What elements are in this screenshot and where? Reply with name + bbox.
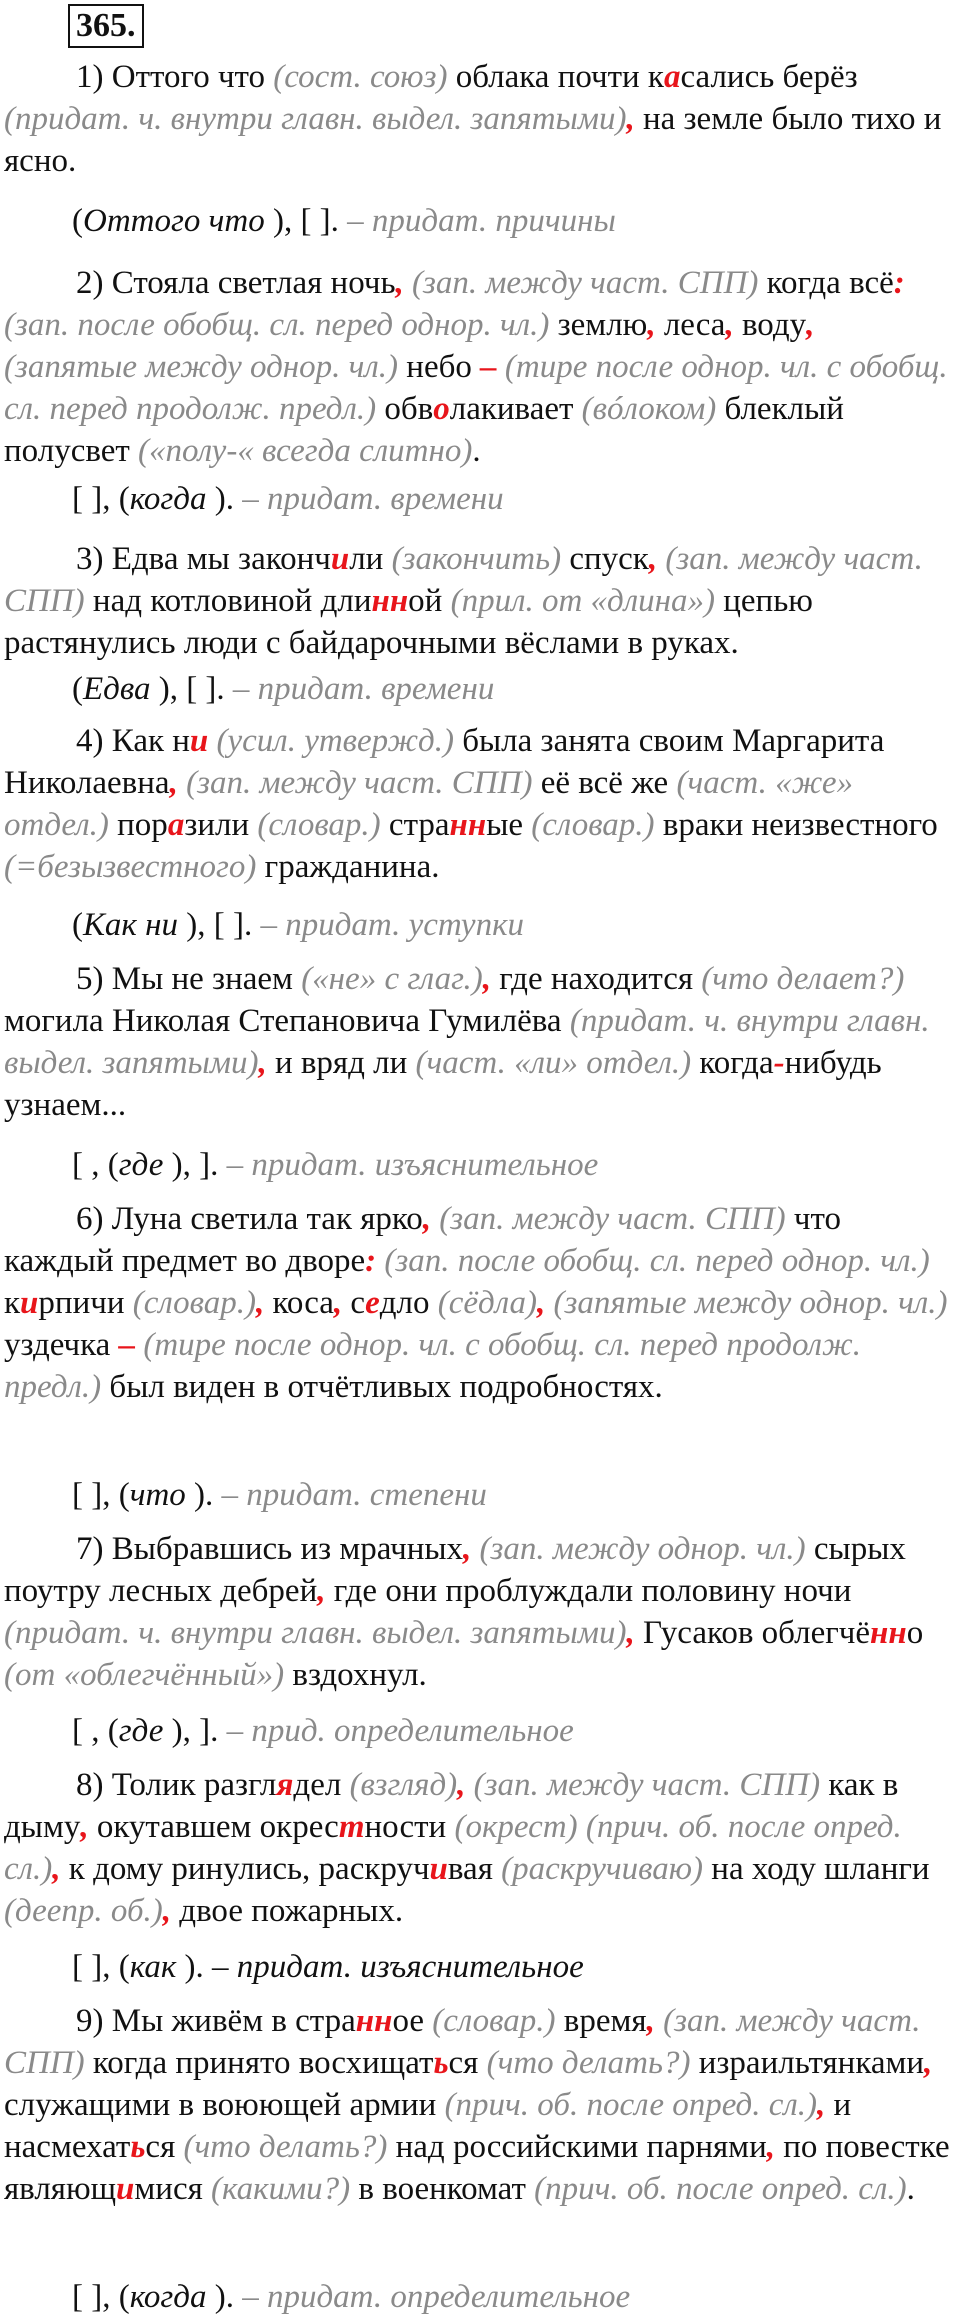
sentence-text: 1) Оттого что (76, 59, 274, 95)
sentence-text (497, 349, 505, 385)
sentence-text: как в дыму (4, 1767, 899, 1845)
highlight-mark: , (258, 1045, 267, 1081)
highlight-mark: , (647, 307, 656, 343)
comment-text: (деепр. об.) (4, 1893, 163, 1929)
task-number: 365. (68, 4, 144, 48)
highlight-mark: нн (449, 807, 487, 843)
comment-text: (взгляд) (349, 1767, 458, 1803)
sentence-schema (72, 1710, 574, 1752)
sentence-text (208, 723, 216, 759)
comment-text: (сост. союз) (273, 59, 448, 95)
sentence-text: ), [ ]. (177, 907, 261, 943)
comment-text: (что делает?) (701, 961, 905, 997)
sentence-text: нибудь узнаем... (4, 1045, 882, 1123)
sentence-text: сались берёз (680, 59, 858, 95)
sentence-text: когда всё (758, 265, 894, 301)
sentence-text: ), [ ]. (264, 203, 348, 239)
sentence-text: [ ], ( (72, 1477, 130, 1513)
comment-text: (словар.) (432, 2003, 556, 2039)
highlight-mark: , (806, 307, 815, 343)
sentence-text: дел (293, 1767, 350, 1803)
italic-text: Едва (83, 671, 151, 707)
italic-text: где (118, 1713, 164, 1749)
highlight-mark: и (330, 541, 350, 577)
sentence-text: воду (733, 307, 807, 343)
sentence-text: обв (376, 391, 434, 427)
italic-text: – придат. изъяснительное (212, 1949, 584, 1985)
sentence-text: к дому ринулись, раскруч (60, 1851, 430, 1887)
sentence-text: стра (380, 807, 450, 843)
sentence-text: ). (176, 1949, 213, 1985)
italic-text: когда (129, 481, 207, 517)
sentence-text: на земле было тихо и ясно. (4, 101, 942, 179)
sentence-text: ( (72, 907, 83, 943)
sentence-text: дло (379, 1285, 438, 1321)
comment-text: (зап. между част. СПП) (439, 1201, 786, 1237)
sentence-text: и насмехат (4, 2087, 852, 2165)
highlight-mark: : (365, 1243, 377, 1279)
highlight-mark: , (725, 307, 734, 343)
comment-text: – придат. причины (347, 203, 616, 239)
sentence-text: ся (145, 2129, 184, 2165)
sentence-text: [ , ( (72, 1713, 119, 1749)
highlight-mark: т (338, 1809, 365, 1845)
sentence-text (578, 1809, 586, 1845)
sentence-text: пор (108, 807, 168, 843)
sentence-text: над котловиной дли (84, 583, 372, 619)
italic-text: Оттого что (83, 203, 265, 239)
highlight-mark: нн (870, 1615, 907, 1651)
highlight-mark: , (333, 1285, 343, 1321)
sentence-text (471, 1531, 479, 1567)
highlight-mark: , (422, 1201, 432, 1237)
sentence-text: [ ], ( (72, 481, 130, 517)
comment-text: (запятые между однор. чл.) (4, 349, 399, 385)
highlight-mark: , (80, 1809, 89, 1845)
sentence-text: мися (134, 2171, 212, 2207)
sentence-paragraph (4, 1528, 954, 1696)
sentence-text: с (342, 1285, 366, 1321)
sentence-text: ности (364, 1809, 455, 1845)
sentence-text: 7) Выбравшись из мрачных (76, 1531, 464, 1567)
sentence-text: по повестке являющ (4, 2129, 950, 2207)
comment-text: – придат. степени (221, 1477, 487, 1513)
highlight-mark: я (276, 1767, 294, 1803)
sentence-schema (72, 1474, 487, 1516)
sentence-text: ). (206, 481, 243, 517)
sentence-text: израильтянками (690, 2045, 925, 2081)
sentence-text: служащими в воюющей армии (4, 2087, 445, 2123)
highlight-mark: , (648, 541, 658, 577)
highlight-mark: – (480, 349, 497, 385)
sentence-text: ой (408, 583, 451, 619)
comment-text: (что делать?) (486, 2045, 691, 2081)
sentence-text: [ , ( (72, 1147, 119, 1183)
sentence-text: ), [ ]. (150, 671, 233, 707)
highlight-mark: , (457, 1767, 466, 1803)
sentence-text: 9) Мы живём в стра (76, 2003, 356, 2039)
sentence-text: [ ], ( (72, 2279, 130, 2315)
sentence-paragraph (4, 2000, 954, 2210)
sentence-text: над российскими парнями (387, 2129, 767, 2165)
highlight-mark: ь (130, 2129, 146, 2165)
sentence-text: облака почти к (447, 59, 664, 95)
comment-text: – прид. определительное (226, 1713, 574, 1749)
comment-text: (вóлоком) (581, 391, 717, 427)
sentence-text (545, 1285, 553, 1321)
sentence-text: блеклый полусвет (4, 391, 844, 469)
sentence-text: вздохнул. (284, 1657, 427, 1693)
sentence-text: лакивает (449, 391, 582, 427)
comment-text: («не» с глаг.) (301, 961, 483, 997)
sentence-text: спуск (561, 541, 649, 577)
highlight-mark: а (663, 59, 681, 95)
sentence-text: ). (206, 2279, 243, 2315)
highlight-mark: - (773, 1045, 785, 1081)
sentence-text: ( (72, 671, 83, 707)
highlight-mark: , (395, 265, 404, 301)
comment-text: (зап. между част. СПП) (186, 765, 533, 801)
sentence-text: когда (691, 1045, 774, 1081)
sentence-text: был виден в отчётливых подробностях. (101, 1369, 663, 1405)
comment-text: (=безызвестного) (4, 849, 257, 885)
highlight-mark: и (189, 723, 209, 759)
sentence-paragraph (4, 958, 954, 1126)
sentence-text: где они проблуждали половину ночи (325, 1573, 852, 1609)
sentence-paragraph (4, 538, 954, 664)
sentence-text (404, 265, 412, 301)
highlight-mark: : (893, 265, 905, 301)
sentence-text: . (906, 2171, 915, 2207)
sentence-text: окутавшем окрес (88, 1809, 339, 1845)
italic-text: Как ни (83, 907, 178, 943)
sentence-paragraph (4, 1764, 954, 1932)
comment-text: – придат. времени (242, 481, 504, 517)
comment-text: (прич. об. после опред. сл.) (4, 1809, 902, 1887)
highlight-mark: , (766, 2129, 775, 2165)
comment-text: (зап. между част. СПП) (4, 541, 923, 619)
sentence-text: землю (549, 307, 648, 343)
sentence-text: ые (486, 807, 532, 843)
sentence-text: двое пожарных. (171, 1893, 404, 1929)
sentence-paragraph (4, 720, 954, 888)
sentence-text: ся (448, 2045, 487, 2081)
sentence-schema (72, 668, 494, 710)
highlight-mark: е (365, 1285, 380, 1321)
sentence-text: рпичи (38, 1285, 133, 1321)
sentence-text: о (906, 1615, 924, 1651)
sentence-text: небо (398, 349, 481, 385)
highlight-mark: нн (371, 583, 409, 619)
comment-text: – придат. определительное (242, 2279, 631, 2315)
highlight-mark: , (924, 2045, 933, 2081)
highlight-mark: и (116, 2171, 135, 2207)
comment-text: (зап. между однор. чл.) (479, 1531, 806, 1567)
comment-text: – придат. времени (232, 671, 495, 707)
comment-text: (словар.) (257, 807, 381, 843)
highlight-mark: , (482, 961, 492, 997)
sentence-text: и вряд ли (266, 1045, 416, 1081)
sentence-text: когда принято восхищат (84, 2045, 434, 2081)
sentence-text: её всё же (532, 765, 677, 801)
comment-text: (тире после однор. чл. с обобщ. сл. перед продолж. предл.) (4, 1327, 861, 1405)
comment-text: (зап. между част. СПП) (473, 1767, 821, 1803)
sentence-schema (72, 1144, 598, 1186)
comment-text: – придат. уступки (260, 907, 525, 943)
highlight-mark: – (118, 1327, 136, 1363)
highlight-mark: , (162, 1893, 172, 1929)
highlight-mark: , (317, 1573, 326, 1609)
sentence-text: сырых поутру лесных дебрей (4, 1531, 906, 1609)
highlight-mark: и (429, 1851, 448, 1887)
sentence-text: ое (392, 2003, 433, 2039)
comment-text: (что делать?) (183, 2129, 388, 2165)
sentence-text: могила Николая Степановича Гумилёва (4, 1003, 570, 1039)
highlight-mark: а (167, 807, 185, 843)
comment-text: (окрест) (454, 1809, 578, 1845)
highlight-mark: о (433, 391, 450, 427)
highlight-mark: нн (355, 2003, 393, 2039)
comment-text: (прич. об. после опред. сл.) (444, 2087, 818, 2123)
italic-text: как (129, 1949, 177, 1985)
sentence-text: . (472, 433, 481, 469)
sentence-text: зили (184, 807, 258, 843)
highlight-mark: , (52, 1851, 61, 1887)
sentence-schema (72, 200, 616, 242)
highlight-mark: , (256, 1285, 265, 1321)
comment-text: (от «облегчённый») (4, 1657, 285, 1693)
italic-text: что (129, 1477, 186, 1513)
sentence-text: ), ]. (163, 1713, 227, 1749)
sentence-text: вая (447, 1851, 502, 1887)
comment-text: (зап. после обобщ. сл. перед однор. чл.) (384, 1243, 930, 1279)
italic-text: где (118, 1147, 164, 1183)
sentence-schema (72, 904, 524, 946)
sentence-paragraph (4, 1198, 954, 1408)
sentence-text: 2) Стояла светлая ночь (76, 265, 396, 301)
sentence-text: к (4, 1285, 21, 1321)
comment-text: (закончить) (391, 541, 562, 577)
highlight-mark: , (817, 2087, 826, 2123)
comment-text: (придат. ч. внутри главн. выдел. запятыми) (4, 1615, 627, 1651)
sentence-schema (72, 2276, 630, 2318)
sentence-schema (72, 478, 504, 520)
highlight-mark: , (463, 1531, 472, 1567)
comment-text: (усил. утвержд.) (216, 723, 454, 759)
sentence-text: 8) Толик разгл (76, 1767, 277, 1803)
highlight-mark: , (169, 765, 178, 801)
highlight-mark: , (626, 1615, 635, 1651)
sentence-text: ). (185, 1477, 222, 1513)
comment-text: (част. «же» отдел.) (4, 765, 853, 843)
sentence-text: враки неизвестного (654, 807, 938, 843)
highlight-mark: , (646, 2003, 655, 2039)
sentence-text: в военкомат (350, 2171, 535, 2207)
sentence-text (178, 765, 186, 801)
sentence-text: на ходу шланги (703, 1851, 930, 1887)
sentence-text: время (555, 2003, 647, 2039)
sentence-text: цепью растянулись люди с байдарочными вёслами в руках. (4, 583, 813, 661)
comment-text: (запятые между однор. чл.) (553, 1285, 948, 1321)
sentence-text: 6) Луна светила так ярко (76, 1201, 423, 1237)
sentence-paragraph (4, 56, 954, 182)
sentence-schema (72, 1946, 584, 1988)
comment-text: (тире после однор. чл. с обобщ. сл. перед продолж. предл.) (4, 349, 948, 427)
sentence-text: ), ]. (163, 1147, 227, 1183)
comment-text: (словар.) (132, 1285, 257, 1321)
sentence-text: [ ], ( (72, 1949, 130, 1985)
sentence-text: коса (264, 1285, 334, 1321)
sentence-text (655, 2003, 663, 2039)
comment-text: (словар.) (531, 807, 655, 843)
sentence-text: где находится (491, 961, 702, 997)
highlight-mark: и (20, 1285, 39, 1321)
sentence-text: леса (655, 307, 726, 343)
comment-text: (придат. ч. внутри главн. выдел. запятыми) (4, 1003, 930, 1081)
comment-text: (част. «ли» отдел.) (415, 1045, 692, 1081)
sentence-text: гражданина. (256, 849, 440, 885)
comment-text: (прил. от «длина») (450, 583, 715, 619)
sentence-paragraph (4, 262, 954, 472)
comment-text: – придат. изъяснительное (226, 1147, 599, 1183)
sentence-text: 3) Едва мы законч (76, 541, 331, 577)
comment-text: (какими?) (211, 2171, 351, 2207)
sentence-text: 5) Мы не знаем (76, 961, 302, 997)
comment-text: (зап. между част. СПП) (4, 2003, 921, 2081)
italic-text: когда (129, 2279, 207, 2315)
comment-text: («полу-« всегда слитно) (138, 433, 473, 469)
comment-text: (раскручиваю) (501, 1851, 704, 1887)
sentence-text: уздечка (4, 1327, 119, 1363)
sentence-text: что каждый предмет во дворе (4, 1201, 842, 1279)
sentence-text (465, 1767, 473, 1803)
highlight-mark: , (537, 1285, 546, 1321)
comment-text: (сёдла) (437, 1285, 537, 1321)
sentence-text: ( (72, 203, 83, 239)
sentence-text: ли (349, 541, 392, 577)
highlight-mark: , (626, 101, 635, 137)
sentence-text: 4) Как н (76, 723, 190, 759)
sentence-text: была занята своим Маргарита Николаевна (4, 723, 885, 801)
comment-text: (прич. об. после опред. сл.) (534, 2171, 907, 2207)
sentence-text: Гусаков облегчё (634, 1615, 871, 1651)
comment-text: (придат. ч. внутри главн. выдел. запятыми) (4, 101, 627, 137)
comment-text: (зап. после обобщ. сл. перед однор. чл.) (4, 307, 550, 343)
comment-text: (зап. между част. СПП) (412, 265, 759, 301)
highlight-mark: ь (433, 2045, 449, 2081)
